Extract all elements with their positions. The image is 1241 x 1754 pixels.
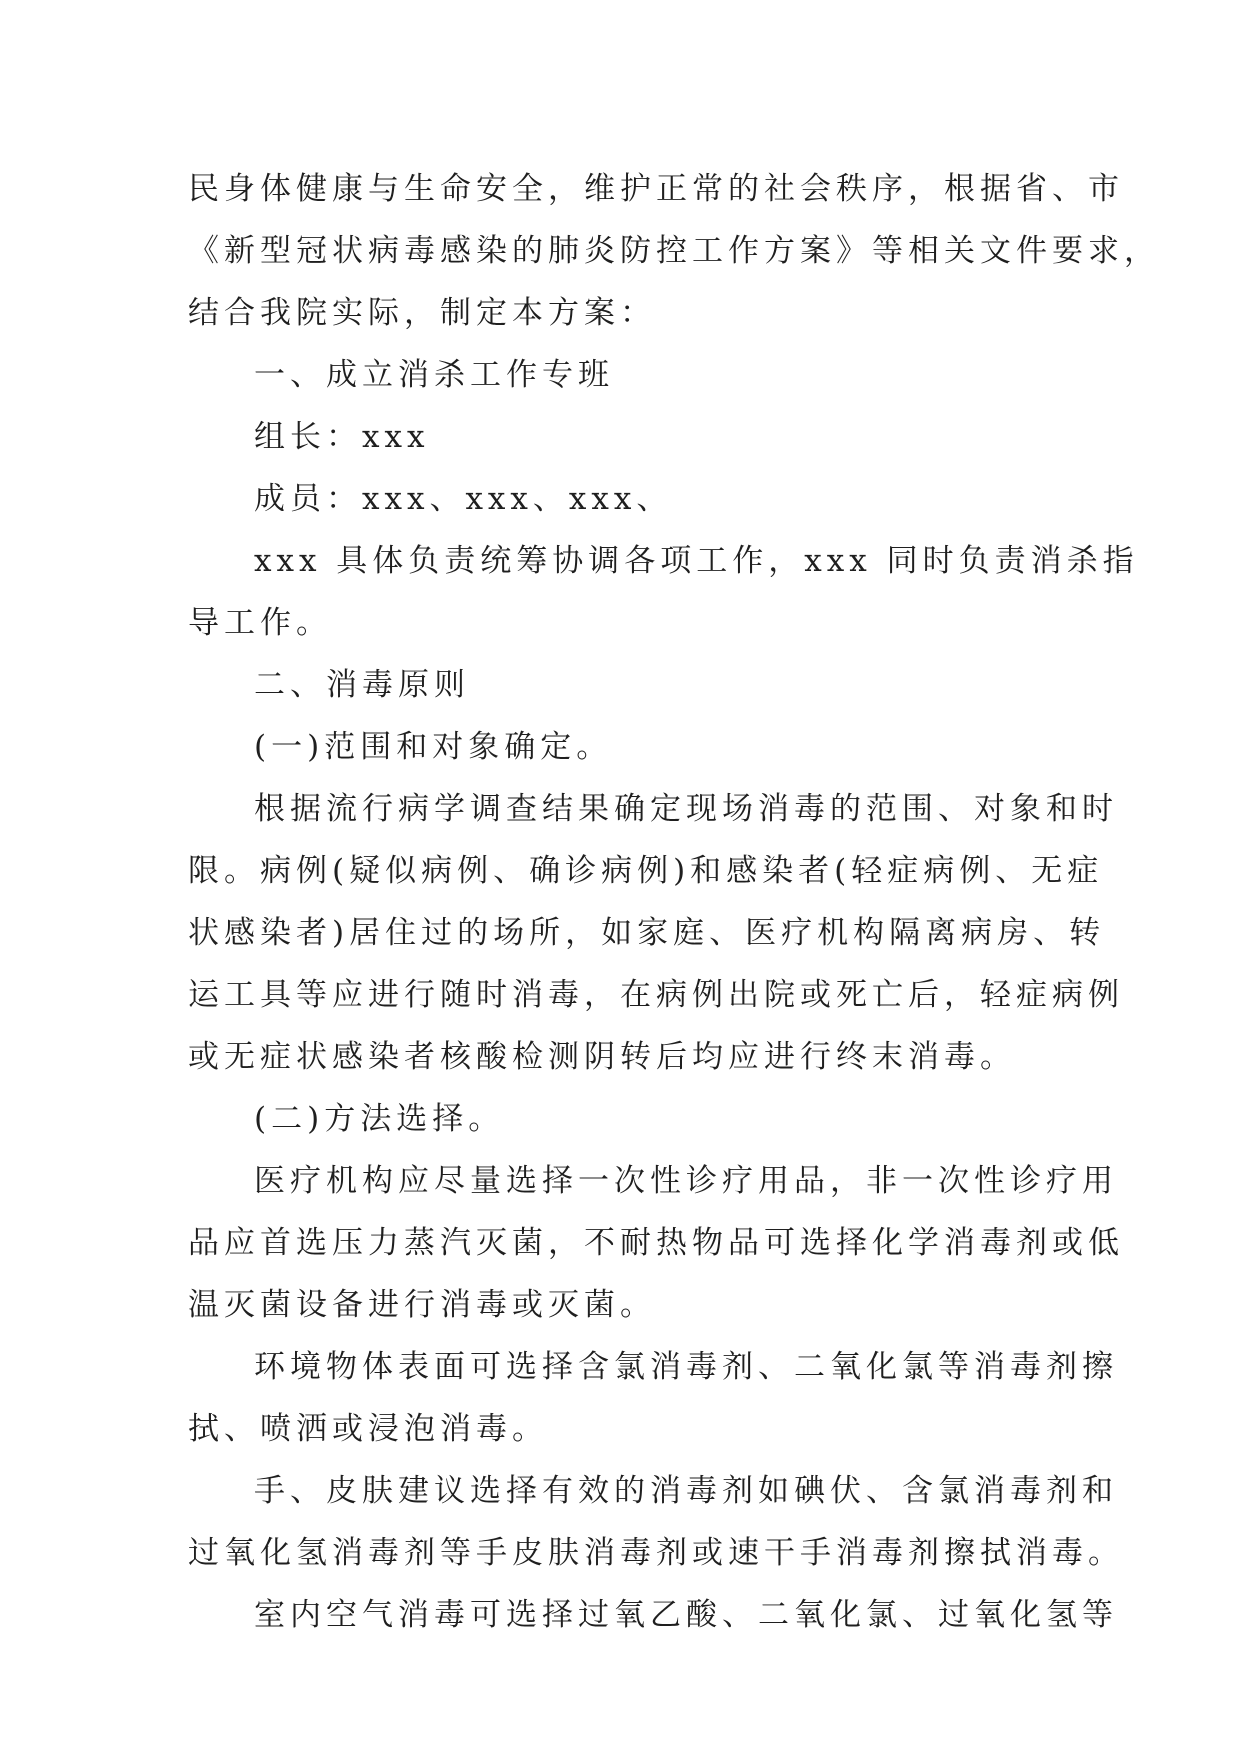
subsection-heading: (一)范围和对象确定。 <box>254 729 613 765</box>
document-body <box>188 158 1160 1646</box>
text-line: 成员：xxx、xxx、xxx、 <box>254 481 673 517</box>
text-line: 温灭菌设备进行消毒或灭菌。 <box>188 1287 656 1323</box>
subsection-heading: (二)方法选择。 <box>254 1101 505 1137</box>
text-line: 组长：xxx <box>254 419 430 455</box>
text-line: 限。病例(疑似病例、确诊病例)和感染者(轻症病例、无症 <box>188 853 1104 889</box>
text-line: 民身体健康与生命安全，维护正常的社会秩序，根据省、市 <box>188 171 1124 207</box>
text-line: 状感染者)居住过的场所，如家庭、医疗机构隔离病房、转 <box>188 915 1106 951</box>
text-line: 过氧化氢消毒剂等手皮肤消毒剂或速干手消毒剂擦拭消毒。 <box>188 1535 1124 1571</box>
text-line: 结合我院实际，制定本方案： <box>188 295 656 331</box>
section-heading: 一、成立消杀工作专班 <box>254 357 614 393</box>
text-line: 导工作。 <box>188 605 332 641</box>
text-line: 品应首选压力蒸汽灭菌，不耐热物品可选择化学消毒剂或低 <box>188 1225 1124 1261</box>
text-line: 根据流行病学调查结果确定现场消毒的范围、对象和时 <box>254 791 1118 827</box>
text-line: xxx 具体负责统筹协调各项工作，xxx 同时负责消杀指 <box>254 543 1139 579</box>
section-heading: 二、消毒原则 <box>254 667 470 703</box>
text-line: 拭、喷洒或浸泡消毒。 <box>188 1411 548 1447</box>
text-line: 或无症状感染者核酸检测阴转后均应进行终末消毒。 <box>188 1039 1016 1075</box>
text-line: 手、皮肤建议选择有效的消毒剂如碘伏、含氯消毒剂和 <box>254 1473 1118 1509</box>
text-line: 医疗机构应尽量选择一次性诊疗用品，非一次性诊疗用 <box>254 1163 1118 1199</box>
text-line: 《新型冠状病毒感染的肺炎防控工作方案》等相关文件要求， <box>188 233 1160 269</box>
text-line: 室内空气消毒可选择过氧乙酸、二氧化氯、过氧化氢等 <box>254 1597 1118 1633</box>
text-line: 运工具等应进行随时消毒，在病例出院或死亡后，轻症病例 <box>188 977 1124 1013</box>
text-line: 环境物体表面可选择含氯消毒剂、二氧化氯等消毒剂擦 <box>254 1349 1118 1385</box>
